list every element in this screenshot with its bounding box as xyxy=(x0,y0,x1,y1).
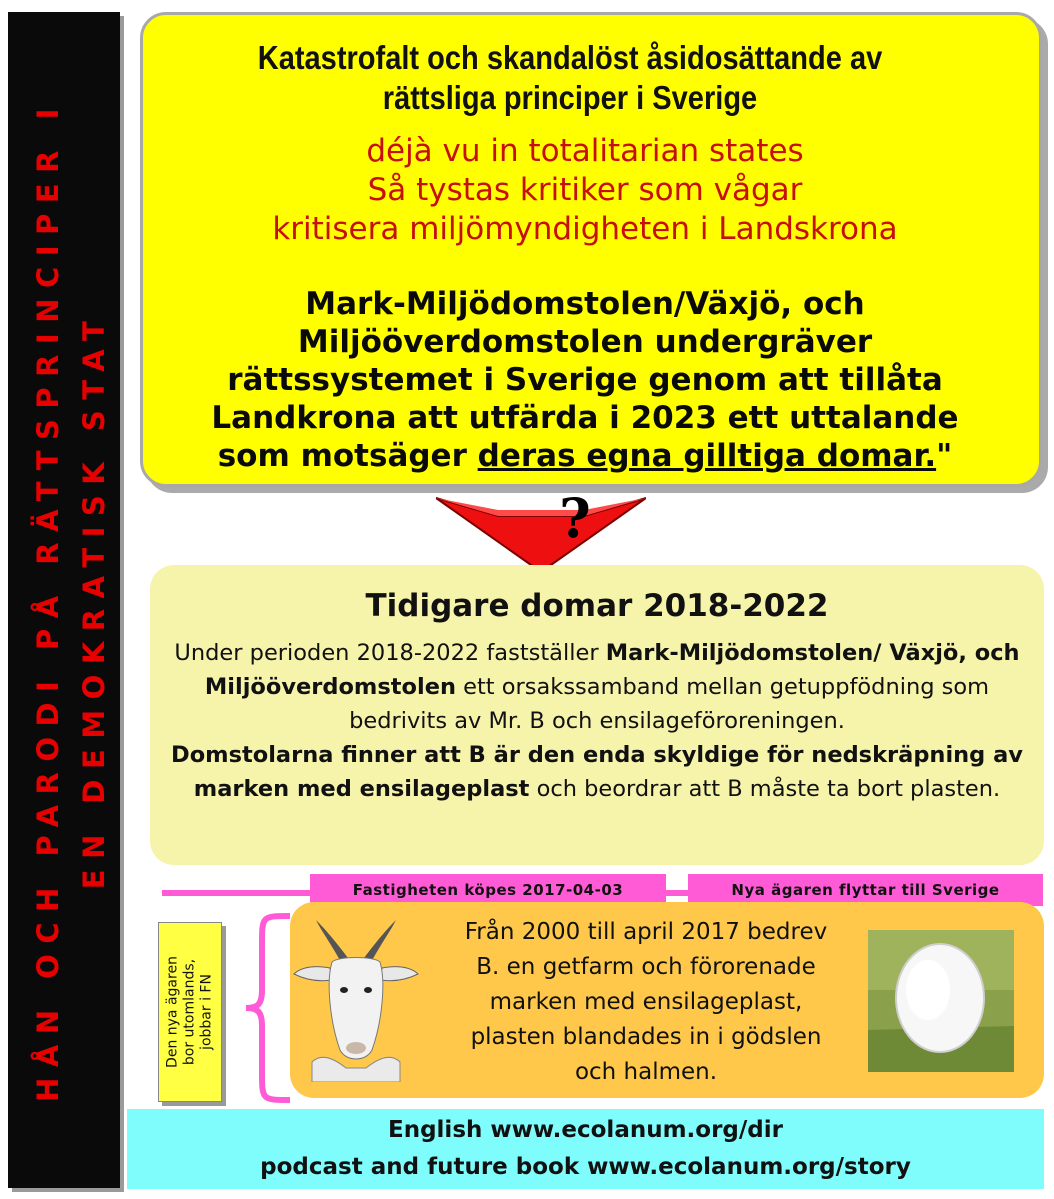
headline-line-1: Katastrofalt och skandalöst åsidosättande av xyxy=(257,39,883,76)
new-owner-note xyxy=(158,922,222,1102)
farm-line-3: marken med ensilageplast, xyxy=(489,989,803,1015)
statement-line-2: Miljööverdomstolen undergräver xyxy=(297,324,873,360)
previous-rulings-text: Under perioden 2018-2022 fastställer Mark-Miljödomstolen/ Växjö, och Miljööverdomstolen ett orsakssamband mellan getuppfödning som bedrivits av Mr. B och ensilageföroreningen. Domstolarna finner att B är den enda skyldige för nedskräpning av marken med ensilageplast och beordrar att B måste ta bort plasten. xyxy=(171,640,1023,802)
silage-bale-icon xyxy=(868,930,1014,1072)
statement-line-4: Landkrona att utfärda i 2023 ett uttalande xyxy=(211,400,959,436)
farm-line-4: plasten blandades in i gödslen xyxy=(470,1024,822,1050)
statement-line-5: som motsäger deras egna gilltiga domar." xyxy=(217,438,953,474)
farm-line-2: B. en getfarm och förorenade xyxy=(476,954,816,980)
goat-icon xyxy=(292,912,420,1082)
previous-rulings-title: Tidigare domar 2018-2022 xyxy=(365,588,829,624)
red-subheading xyxy=(150,132,1020,249)
goat-farm-text xyxy=(420,915,872,1090)
note-line-3: jobbar i FN xyxy=(198,974,215,1050)
side-banner xyxy=(8,12,120,1188)
headline-line-2: rättsliga principer i Sverige xyxy=(382,79,758,116)
red-line-1: déjà vu in totalitarian states xyxy=(366,133,804,169)
red-line-3: kritisera miljömyndigheten i Landskrona xyxy=(272,211,898,247)
farm-line-1: Från 2000 till april 2017 bedrev xyxy=(464,919,828,945)
side-banner-line-1: HÅN OCH PARODI PÅ RÄTTSPRINCIPER I xyxy=(31,98,65,1102)
question-mark: ? xyxy=(559,486,591,550)
court-statement xyxy=(150,285,1020,475)
footer-link-english[interactable]: English www.ecolanum.org/dir xyxy=(388,1117,783,1143)
footer-links xyxy=(127,1112,1044,1186)
headline xyxy=(200,38,939,118)
underlined-phrase: deras egna gilltiga domar. xyxy=(477,438,937,474)
side-banner-line-2: EN DEMOKRATISK STAT xyxy=(77,310,111,890)
note-line-1: Den nya ägaren xyxy=(164,956,181,1068)
purchase-date-tag: Fastigheten köpes 2017-04-03 xyxy=(310,874,666,906)
brace-icon xyxy=(228,910,292,1106)
owner-moves-tag: Nya ägaren flyttar till Sverige xyxy=(688,874,1043,906)
note-line-2: bor utomlands, xyxy=(181,958,198,1066)
statement-line-1: Mark-Miljödomstolen/Växjö, och xyxy=(305,286,865,322)
statement-line-3: rättssystemet i Sverige genom att tillåta xyxy=(227,362,943,398)
farm-line-5: och halmen. xyxy=(574,1059,718,1085)
red-line-2: Så tystas kritiker som vågar xyxy=(367,172,803,208)
footer-link-story[interactable]: podcast and future book www.ecolanum.org/story xyxy=(260,1154,911,1180)
